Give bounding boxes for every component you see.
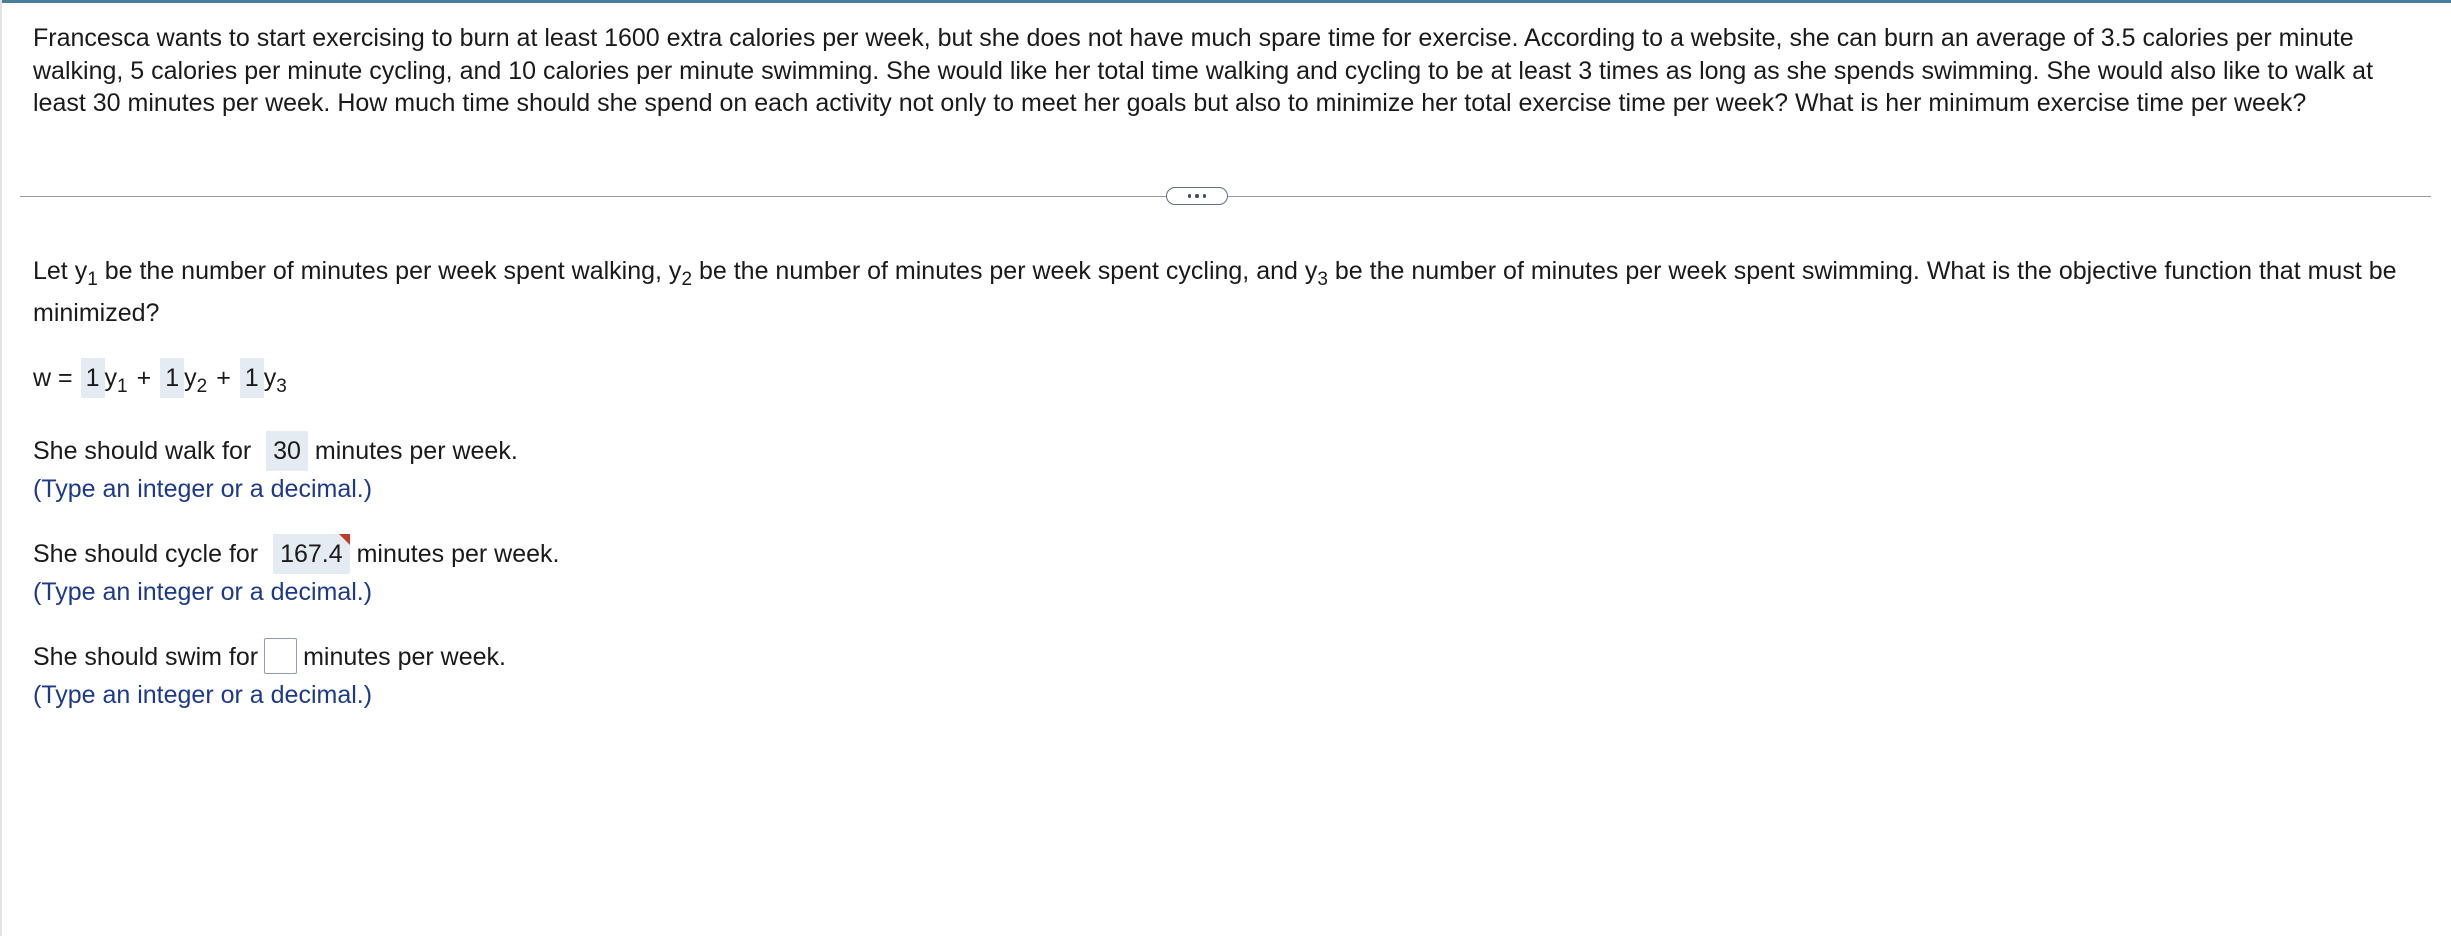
cycle-answer[interactable]: 167.4 (273, 534, 350, 574)
walk-hint: (Type an integer or a decimal.) (33, 475, 373, 503)
cycle-hint: (Type an integer or a decimal.) (33, 578, 373, 606)
coefficient-y3-answer[interactable]: 1 (240, 358, 264, 398)
plus-sign: + (136, 364, 152, 392)
ellipsis-icon (1188, 194, 1192, 198)
walk-answer-row: She should walk for 30 minutes per week. (Type an integer or a decimal.) (33, 431, 518, 507)
var-y3: $y_3$ (263, 364, 287, 397)
left-border (0, 0, 2, 936)
swim-answer-row: She should swim for minutes per week. (Type an integer or a decimal.) (33, 637, 506, 713)
var-y1: $y_1$ (104, 364, 128, 397)
expand-more-button[interactable] (1166, 187, 1228, 205)
cycle-answer-row: She should cycle for 167.4 minutes per week. (Type an integer or a decimal.) (33, 534, 559, 610)
problem-statement: Francesca wants to start exercising to burn at least 1600 extra calories per week, but she does not have much spare time for exercise. According to a website, she can burn an average of 3.5 calories per minute walking, 5 calories per minute cycling, and 10 calories per minute swimming. She would like her total time walking and cycling to be at least 3 times as long as she spends swimming. She would also like to walk at least 30 minutes per week. How much time should she spend on each activity not only to meet her goals but also to minimize her total exercise time per week? What is her minimum exercise time per week? (33, 24, 2374, 117)
swim-input[interactable] (264, 638, 297, 674)
plus-sign: + (216, 364, 231, 392)
objective-label: w = (33, 364, 73, 392)
top-border (0, 0, 2451, 3)
objective-function (33, 358, 287, 398)
coefficient-y2-answer[interactable]: 1 (160, 358, 184, 398)
coefficient-y1-answer[interactable]: 1 (81, 358, 105, 398)
var-y2: $y_2$ (184, 364, 208, 397)
question-text: Let $y_1$ be the number of minutes per week spent walking, $y_2$ be the number of minutes per week spent cycling, and $y_3$ be the number of minutes per week spent swimming. What is the objective function that must be minimized? (33, 257, 2397, 327)
walk-answer[interactable]: 30 (266, 431, 308, 471)
swim-hint: (Type an integer or a decimal.) (33, 681, 373, 709)
